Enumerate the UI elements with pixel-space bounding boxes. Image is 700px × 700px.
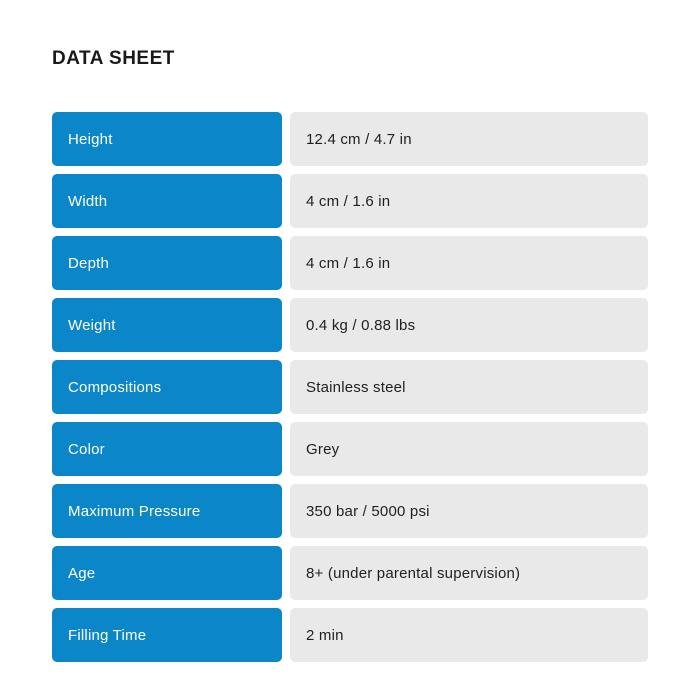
spec-value-weight: 0.4 kg / 0.88 lbs <box>290 298 648 352</box>
spec-label-compositions: Compositions <box>52 360 282 414</box>
spec-value-maximum-pressure: 350 bar / 5000 psi <box>290 484 648 538</box>
table-row <box>52 174 648 228</box>
page-title: DATA SHEET <box>52 48 175 69</box>
table-row <box>52 298 648 352</box>
spec-label-weight: Weight <box>52 298 282 352</box>
table-row <box>52 484 648 538</box>
spec-label-filling-time: Filling Time <box>52 608 282 662</box>
table-row <box>52 236 648 290</box>
spec-value-filling-time: 2 min <box>290 608 648 662</box>
table-row <box>52 546 648 600</box>
spec-value-age: 8+ (under parental supervision) <box>290 546 648 600</box>
spec-value-color: Grey <box>290 422 648 476</box>
spec-label-width: Width <box>52 174 282 228</box>
spec-label-height: Height <box>52 112 282 166</box>
specification-table <box>52 112 648 662</box>
spec-label-color: Color <box>52 422 282 476</box>
table-row <box>52 422 648 476</box>
table-row <box>52 360 648 414</box>
spec-value-depth: 4 cm / 1.6 in <box>290 236 648 290</box>
spec-label-age: Age <box>52 546 282 600</box>
spec-value-compositions: Stainless steel <box>290 360 648 414</box>
spec-value-width: 4 cm / 1.6 in <box>290 174 648 228</box>
table-row <box>52 608 648 662</box>
spec-label-maximum-pressure: Maximum Pressure <box>52 484 282 538</box>
spec-value-height: 12.4 cm / 4.7 in <box>290 112 648 166</box>
spec-label-depth: Depth <box>52 236 282 290</box>
table-row <box>52 112 648 166</box>
